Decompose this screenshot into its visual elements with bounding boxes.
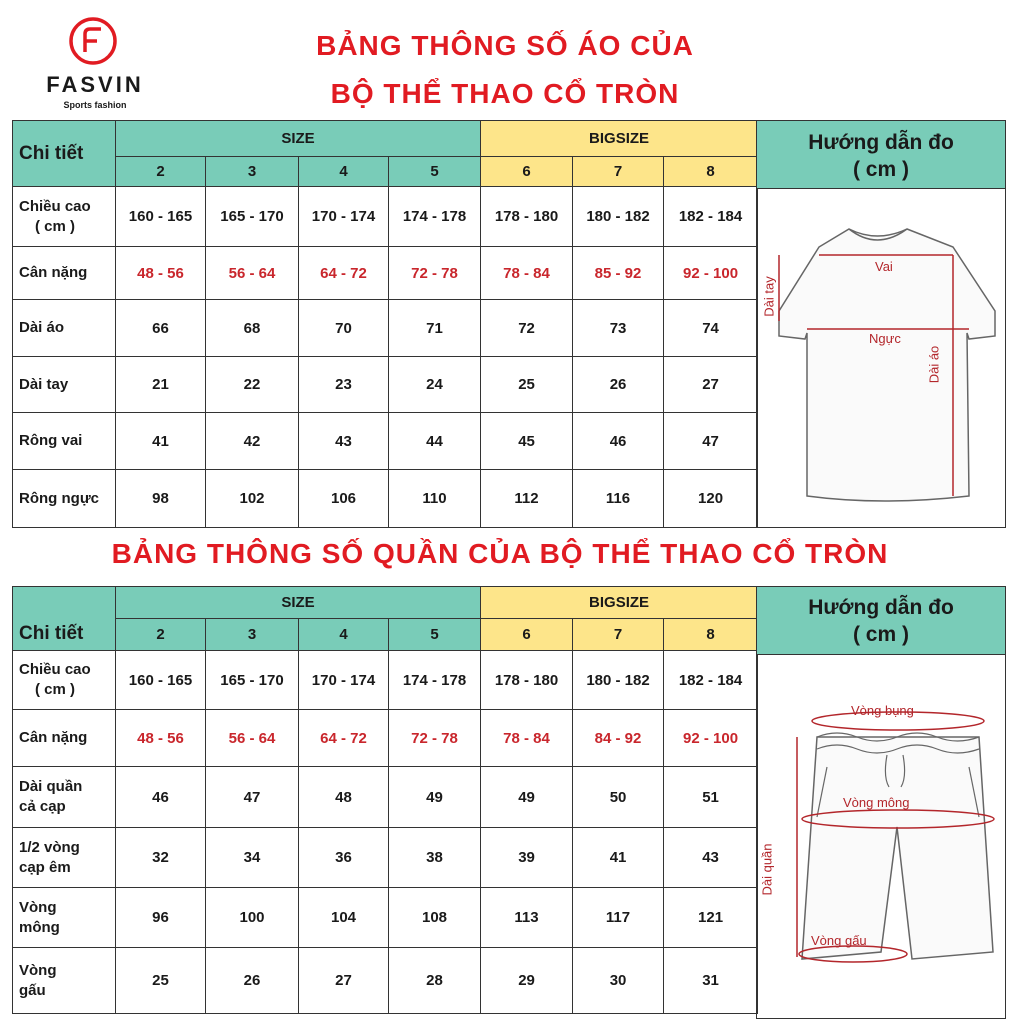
size-header: 3 <box>206 619 299 651</box>
size-header: 5 <box>389 157 481 187</box>
table-cell: 27 <box>299 948 389 1014</box>
table-cell: 26 <box>206 948 299 1014</box>
row-label: Rông vai <box>13 413 116 470</box>
table-cell: 49 <box>481 767 573 828</box>
pants-length-label: Dài quần <box>759 843 775 896</box>
row-label: Rông ngực <box>13 470 116 528</box>
table-cell: 110 <box>389 470 481 528</box>
table-cell: 92 - 100 <box>664 710 758 767</box>
row-label: Dài quần cả cạp <box>13 767 116 828</box>
shirt-diagram-icon <box>757 211 1005 511</box>
table-cell: 49 <box>389 767 481 828</box>
bigsize-group-header: BIGSIZE <box>481 587 758 619</box>
table-cell: 48 - 56 <box>116 710 206 767</box>
table-cell: 48 - 56 <box>116 247 206 300</box>
table-cell: 56 - 64 <box>206 247 299 300</box>
table-cell: 72 - 78 <box>389 247 481 300</box>
table-cell: 84 - 92 <box>573 710 664 767</box>
size-header: 7 <box>573 619 664 651</box>
pants-measure-guide <box>756 586 1006 1019</box>
table-cell: 106 <box>299 470 389 528</box>
table-cell: 170 - 174 <box>299 651 389 710</box>
table-cell: 174 - 178 <box>389 187 481 247</box>
table-cell: 41 <box>116 413 206 470</box>
table-row <box>13 888 758 948</box>
table-cell: 104 <box>299 888 389 948</box>
table-cell: 29 <box>481 948 573 1014</box>
table-row <box>13 357 758 413</box>
table-cell: 42 <box>206 413 299 470</box>
table-cell: 47 <box>664 413 758 470</box>
table-cell: 182 - 184 <box>664 651 758 710</box>
table-cell: 108 <box>389 888 481 948</box>
row-label: Cân nặng <box>13 710 116 767</box>
table-cell: 170 - 174 <box>299 187 389 247</box>
table-cell: 34 <box>206 828 299 888</box>
table-cell: 70 <box>299 300 389 357</box>
table-row <box>13 710 758 767</box>
table-cell: 28 <box>389 948 481 1014</box>
size-header: 8 <box>664 157 758 187</box>
table-cell: 73 <box>573 300 664 357</box>
shirt-title-line2: BỘ THỂ THAO CỔ TRÒN <box>330 78 680 109</box>
row-label: Cân nặng <box>13 247 116 300</box>
row-label: Chiều cao ( cm ) <box>13 651 116 710</box>
table-cell: 23 <box>299 357 389 413</box>
table-row <box>13 470 758 528</box>
table-cell: 98 <box>116 470 206 528</box>
table-cell: 74 <box>664 300 758 357</box>
table-cell: 43 <box>664 828 758 888</box>
table-cell: 120 <box>664 470 758 528</box>
table-cell: 56 - 64 <box>206 710 299 767</box>
table-cell: 48 <box>299 767 389 828</box>
logo-mark-icon <box>68 16 118 66</box>
table-cell: 22 <box>206 357 299 413</box>
table-row <box>13 247 758 300</box>
table-cell: 78 - 84 <box>481 247 573 300</box>
length-label: Dài áo <box>926 345 942 384</box>
shirt-title-line1: BẢNG THÔNG SỐ ÁO CỦA <box>316 30 694 61</box>
table-cell: 165 - 170 <box>206 651 299 710</box>
table-cell: 41 <box>573 828 664 888</box>
size-header: 8 <box>664 619 758 651</box>
table-cell: 160 - 165 <box>116 651 206 710</box>
table-cell: 92 - 100 <box>664 247 758 300</box>
size-header: 5 <box>389 619 481 651</box>
row-label: Dài tay <box>13 357 116 413</box>
table-row <box>13 828 758 888</box>
size-header: 7 <box>573 157 664 187</box>
row-label: 1/2 vòng cạp êm <box>13 828 116 888</box>
row-label: Vòng gấu <box>13 948 116 1014</box>
table-cell: 113 <box>481 888 573 948</box>
table-row <box>13 300 758 357</box>
guide-header: Hướng dẫn đo ( cm ) <box>757 121 1005 189</box>
table-cell: 71 <box>389 300 481 357</box>
guide-header: Hướng dẫn đo ( cm ) <box>757 587 1005 655</box>
table-cell: 24 <box>389 357 481 413</box>
table-cell: 51 <box>664 767 758 828</box>
sleeve-label: Dài tay <box>761 276 777 317</box>
hem-label: Vòng gấu <box>811 933 867 948</box>
table-cell: 47 <box>206 767 299 828</box>
table-cell: 112 <box>481 470 573 528</box>
row-label: Dài áo <box>13 300 116 357</box>
table-cell: 66 <box>116 300 206 357</box>
table-row <box>13 767 758 828</box>
table-cell: 78 - 84 <box>481 710 573 767</box>
pants-title: BẢNG THÔNG SỐ QUẦN CỦA BỘ THỂ THAO CỔ TRÒN <box>111 538 889 569</box>
table-row <box>13 413 758 470</box>
table-cell: 64 - 72 <box>299 710 389 767</box>
row-label: Vòng mông <box>13 888 116 948</box>
shirt-measure-guide <box>756 120 1006 528</box>
table-row <box>13 948 758 1014</box>
table-cell: 38 <box>389 828 481 888</box>
table-cell: 160 - 165 <box>116 187 206 247</box>
table-cell: 50 <box>573 767 664 828</box>
size-header: 2 <box>116 157 206 187</box>
table-cell: 45 <box>481 413 573 470</box>
table-cell: 117 <box>573 888 664 948</box>
size-header: 2 <box>116 619 206 651</box>
table-cell: 46 <box>116 767 206 828</box>
shoulder-label: Vai <box>875 259 893 274</box>
size-group-header: SIZE <box>116 121 481 157</box>
detail-header: Chi tiết <box>13 587 116 651</box>
row-label: Chiều cao ( cm ) <box>13 187 116 247</box>
table-cell: 25 <box>481 357 573 413</box>
size-header: 6 <box>481 157 573 187</box>
bigsize-group-header: BIGSIZE <box>481 121 758 157</box>
table-cell: 39 <box>481 828 573 888</box>
table-cell: 180 - 182 <box>573 651 664 710</box>
shorts-diagram-icon <box>757 707 1005 977</box>
table-cell: 96 <box>116 888 206 948</box>
table-cell: 121 <box>664 888 758 948</box>
table-cell: 85 - 92 <box>573 247 664 300</box>
size-header: 4 <box>299 619 389 651</box>
brand-tagline: Sports fashion <box>63 100 127 110</box>
size-group-header: SIZE <box>116 587 481 619</box>
table-cell: 100 <box>206 888 299 948</box>
table-row <box>13 187 758 247</box>
table-cell: 32 <box>116 828 206 888</box>
table-cell: 178 - 180 <box>481 651 573 710</box>
table-cell: 178 - 180 <box>481 187 573 247</box>
table-cell: 26 <box>573 357 664 413</box>
size-header: 4 <box>299 157 389 187</box>
hip-label: Vòng mông <box>843 795 910 810</box>
table-cell: 102 <box>206 470 299 528</box>
size-header: 3 <box>206 157 299 187</box>
table-cell: 43 <box>299 413 389 470</box>
table-cell: 182 - 184 <box>664 187 758 247</box>
table-cell: 174 - 178 <box>389 651 481 710</box>
table-cell: 46 <box>573 413 664 470</box>
table-row <box>13 651 758 710</box>
detail-header: Chi tiết <box>13 121 116 187</box>
table-cell: 30 <box>573 948 664 1014</box>
table-cell: 68 <box>206 300 299 357</box>
pants-size-table <box>12 586 758 1014</box>
table-cell: 31 <box>664 948 758 1014</box>
table-cell: 64 - 72 <box>299 247 389 300</box>
table-cell: 72 - 78 <box>389 710 481 767</box>
brand-name: FASVIN <box>46 72 144 97</box>
table-cell: 25 <box>116 948 206 1014</box>
table-cell: 180 - 182 <box>573 187 664 247</box>
table-cell: 72 <box>481 300 573 357</box>
brand-logo <box>40 16 150 116</box>
chest-label: Ngực <box>869 331 901 346</box>
table-cell: 116 <box>573 470 664 528</box>
waist-label: Vòng bụng <box>851 703 914 718</box>
table-cell: 44 <box>389 413 481 470</box>
table-cell: 27 <box>664 357 758 413</box>
table-cell: 36 <box>299 828 389 888</box>
shirt-size-table <box>12 120 758 528</box>
size-header: 6 <box>481 619 573 651</box>
table-cell: 21 <box>116 357 206 413</box>
table-cell: 165 - 170 <box>206 187 299 247</box>
